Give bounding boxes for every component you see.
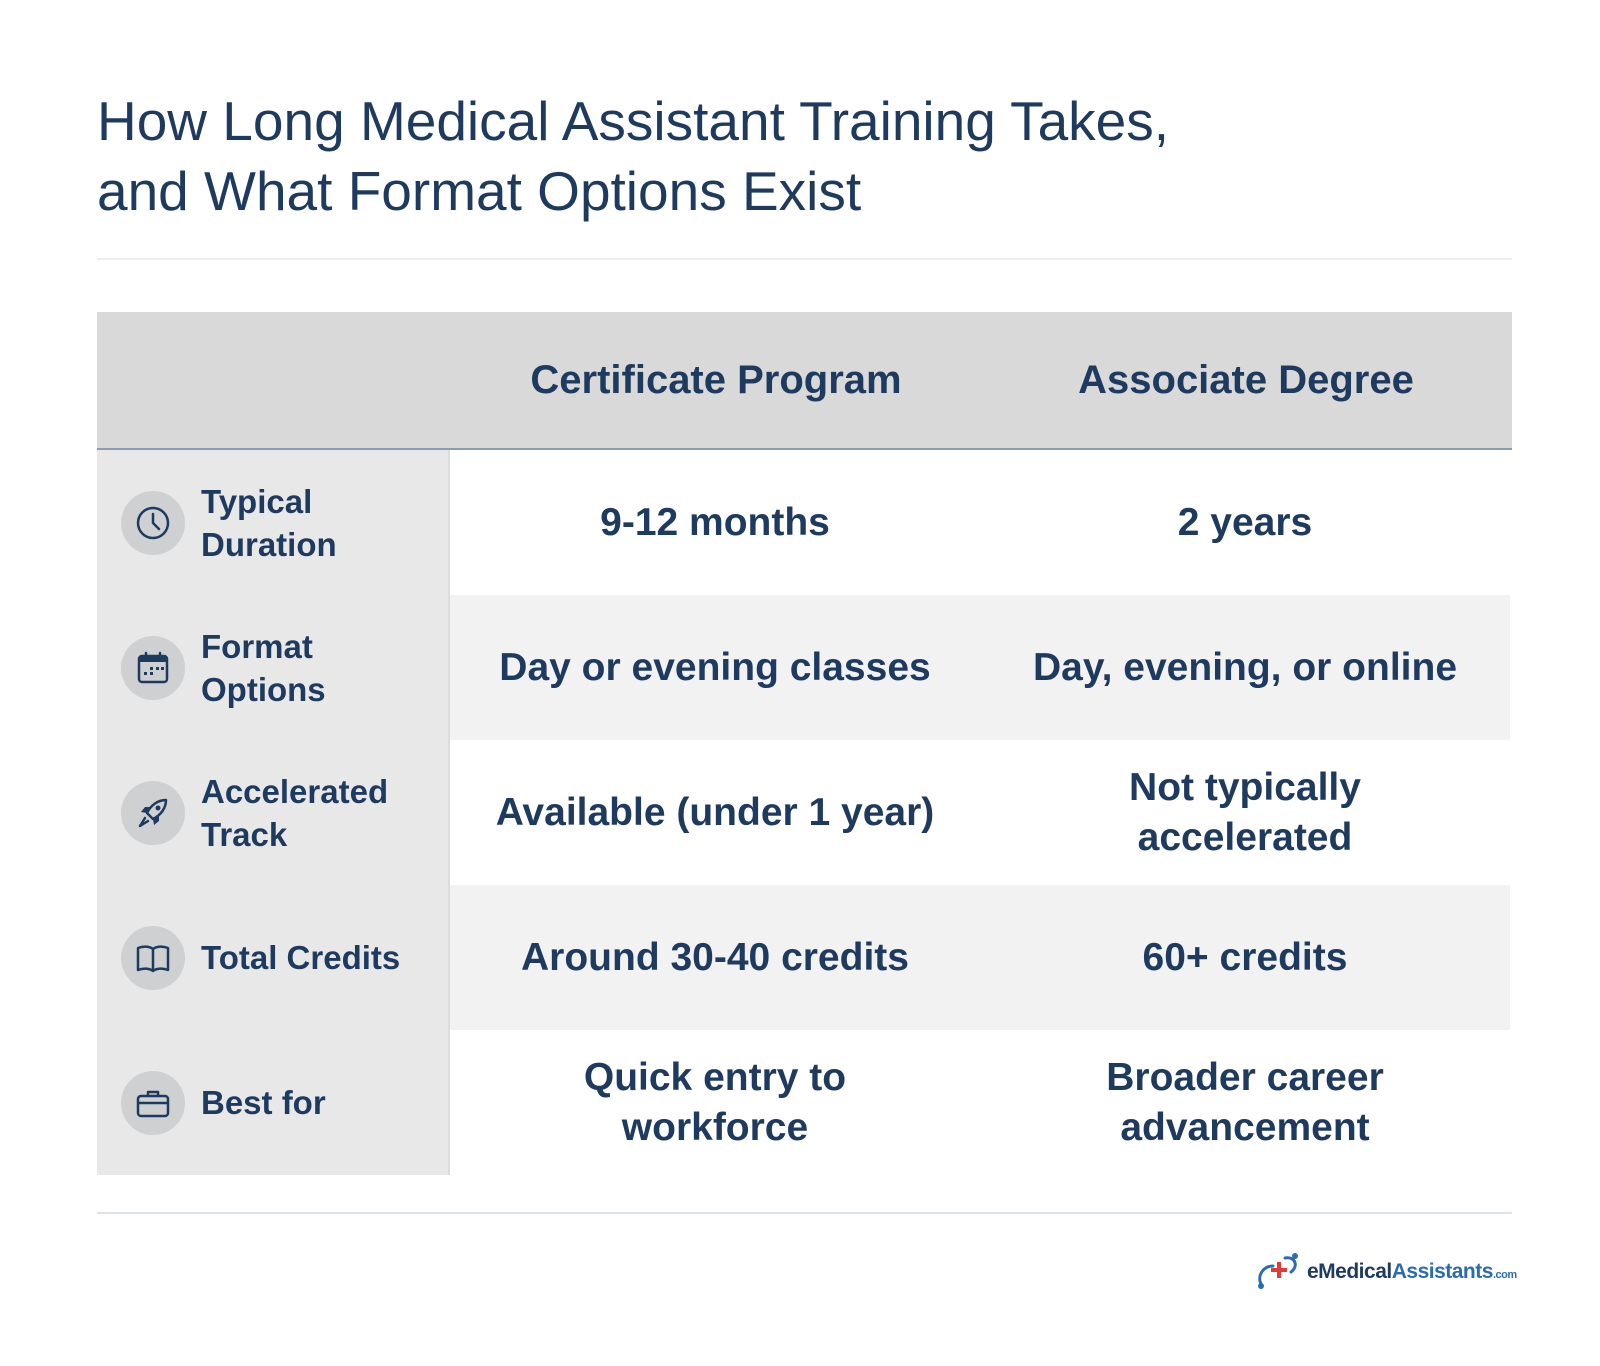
cell-certificate: Available (under 1 year) [450,740,980,885]
logo-text-suffix: .com [1492,1269,1517,1281]
page-title [97,86,1397,226]
book-icon [121,926,185,990]
row-header [97,1030,450,1175]
row-label: Best for [201,1084,326,1121]
calendar-icon [121,636,185,700]
row-header [97,595,450,740]
title-line-1: How Long Medical Assistant Training Takes, [97,90,1170,152]
logo-mark-icon [1255,1250,1303,1294]
table-header [97,312,1512,450]
row-label: Accelerated Track [201,772,389,853]
cell-associate: 60+ credits [980,885,1510,1030]
cell-associate: Broader career advancement [980,1030,1510,1175]
top-divider [97,258,1512,260]
cell-certificate: Day or evening classes [450,595,980,740]
header-corner [97,312,451,448]
table-row-credits [97,885,1512,1030]
comparison-table [97,312,1512,1175]
table-row-duration [97,450,1512,595]
logo-text-part1: eMedical [1307,1260,1392,1283]
cell-associate: 2 years [980,450,1510,595]
row-label: Typical Duration [201,482,337,563]
row-label: Format Options [201,627,326,708]
title-line-2: and What Format Options Exist [97,160,862,222]
cell-associate: Not typically accelerated [980,740,1510,885]
row-label: Total Credits [201,939,401,976]
cell-certificate: Quick entry to workforce [450,1030,980,1175]
cell-associate: Day, evening, or online [980,595,1510,740]
row-header [97,885,450,1030]
rocket-icon [121,781,185,845]
table-row-format [97,595,1512,740]
cell-certificate: 9-12 months [450,450,980,595]
column-header-associate: Associate Degree [1078,357,1414,402]
logo-text-part2: Assistants [1391,1260,1493,1283]
briefcase-icon [121,1071,185,1135]
table-row-best-for [97,1030,1512,1175]
site-logo [1255,1250,1517,1294]
logo-wordmark [1307,1260,1517,1284]
cell-certificate: Around 30-40 credits [450,885,980,1030]
row-header [97,450,450,595]
column-header-certificate: Certificate Program [530,357,902,402]
row-header [97,740,450,885]
table-row-accelerated [97,740,1512,885]
clock-icon [121,491,185,555]
bottom-divider [97,1212,1512,1214]
